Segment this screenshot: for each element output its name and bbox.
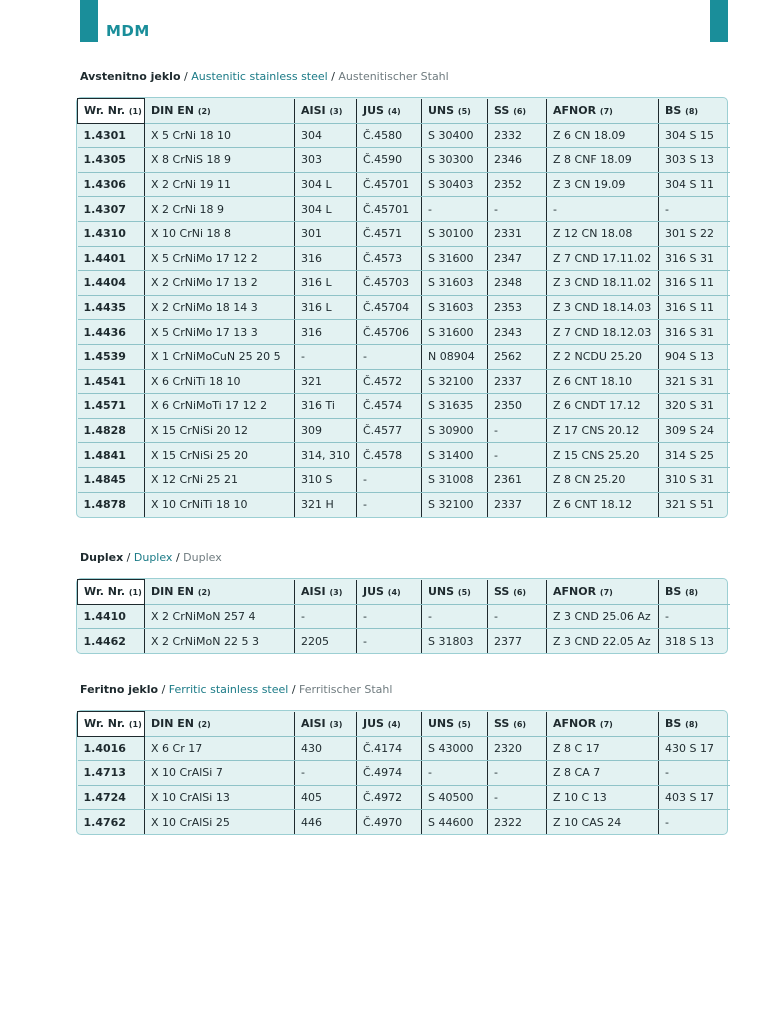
cell-afnor: Z 6 CNDT 17.12 <box>547 394 659 419</box>
table-row <box>78 785 730 810</box>
cell-bs: 321 S 51 <box>659 492 730 517</box>
cell-bs: - <box>659 197 730 222</box>
cell-din-en: X 6 CrNiMoTi 17 12 2 <box>145 394 295 419</box>
cell-wr-nr: 1.4410 <box>78 604 145 629</box>
cell-afnor: Z 8 CN 25.20 <box>547 467 659 492</box>
section-title-german: Duplex <box>183 551 222 564</box>
cell-wr-nr: 1.4762 <box>83 815 126 829</box>
column-label: DIN EN <box>151 585 194 599</box>
column-label: UNS <box>428 585 455 599</box>
header-row <box>78 712 730 737</box>
cell-uns: - <box>422 604 488 629</box>
cell-bs: 320 S 31 <box>659 394 730 419</box>
cell-aisi: 304 L <box>295 172 357 197</box>
cell-afnor: Z 3 CND 18.14.03 <box>547 295 659 320</box>
cell-jus: Č.45704 <box>357 295 422 320</box>
cell-aisi: 2205 <box>295 629 357 654</box>
cell-ss: 2332 <box>488 123 547 148</box>
header-row <box>78 99 730 124</box>
column-header-ss <box>488 712 547 737</box>
cell-jus: Č.4580 <box>357 123 422 148</box>
table-row <box>78 443 730 468</box>
table-row <box>78 221 730 246</box>
cell-aisi: 301 <box>295 221 357 246</box>
column-header-din-en <box>145 99 295 124</box>
column-footnote-ref: (6) <box>513 107 527 117</box>
section-title-slovene: Avstenitno jeklo <box>80 70 181 83</box>
cell-din-en: X 15 CrNiSi 20 12 <box>145 418 295 443</box>
table-duplex <box>76 578 728 654</box>
cell-bs: - <box>659 604 730 629</box>
cell-afnor: Z 3 CND 18.11.02 <box>547 271 659 296</box>
cell-uns: S 31603 <box>422 295 488 320</box>
column-header-aisi <box>295 712 357 737</box>
cell-ss: - <box>488 761 547 786</box>
column-label: UNS <box>428 717 455 731</box>
cell-aisi: 316 <box>295 246 357 271</box>
cell-bs: 316 S 11 <box>659 271 730 296</box>
cell-afnor: Z 8 CNF 18.09 <box>547 148 659 173</box>
header-row <box>78 580 730 605</box>
cell-din-en: X 5 CrNiMo 17 13 3 <box>145 320 295 345</box>
column-footnote-ref: (4) <box>387 720 401 730</box>
column-header-bs <box>659 99 730 124</box>
cell-aisi: 316 Ti <box>295 394 357 419</box>
cell-bs: - <box>659 761 730 786</box>
cell-jus: Č.4577 <box>357 418 422 443</box>
cell-ss: 2361 <box>488 467 547 492</box>
cell-afnor: Z 17 CNS 20.12 <box>547 418 659 443</box>
cell-ss: 2347 <box>488 246 547 271</box>
cell-afnor: Z 3 CND 22.05 Az <box>547 629 659 654</box>
cell-bs: 904 S 13 <box>659 344 730 369</box>
cell-jus: - <box>357 492 422 517</box>
column-header-bs <box>659 580 730 605</box>
cell-afnor: Z 3 CN 19.09 <box>547 172 659 197</box>
cell-afnor: Z 10 C 13 <box>547 785 659 810</box>
cell-aisi: 310 S <box>295 467 357 492</box>
section-title-english: Ferritic stainless steel <box>168 683 289 696</box>
table-row <box>78 197 730 222</box>
cell-aisi: 304 L <box>295 197 357 222</box>
column-label: JUS <box>363 717 384 731</box>
cell-bs: 430 S 17 <box>659 736 730 761</box>
column-footnote-ref: (4) <box>387 588 401 598</box>
column-header-jus <box>357 712 422 737</box>
cell-uns: S 40500 <box>422 785 488 810</box>
cell-aisi: 316 L <box>295 295 357 320</box>
cell-wr-nr: 1.4539 <box>78 344 145 369</box>
column-footnote-ref: (1) <box>128 107 142 117</box>
cell-afnor: Z 3 CND 25.06 Az <box>547 604 659 629</box>
cell-uns: S 30100 <box>422 221 488 246</box>
column-footnote-ref: (8) <box>685 720 699 730</box>
cell-wr-nr: 1.4401 <box>78 246 145 271</box>
section-title-duplex: Duplex / Duplex / Duplex <box>80 551 222 564</box>
table-austenitic <box>76 97 728 518</box>
cell-jus: Č.4571 <box>357 221 422 246</box>
cell-ss: 2377 <box>488 629 547 654</box>
cell-ss: 2348 <box>488 271 547 296</box>
cell-uns: - <box>422 197 488 222</box>
column-label: AFNOR <box>553 717 597 731</box>
cell-uns: S 31635 <box>422 394 488 419</box>
section-title-austenitic: Avstenitno jeklo / Austenitic stainless steel / Austenitischer Stahl <box>80 70 449 83</box>
column-footnote-ref: (3) <box>329 588 343 598</box>
cell-uns: S 31400 <box>422 443 488 468</box>
cell-din-en: X 6 CrNiTi 18 10 <box>145 369 295 394</box>
cell-wr-nr: 1.4435 <box>78 295 145 320</box>
column-label: JUS <box>363 585 384 599</box>
column-header-wr-nr <box>78 580 145 605</box>
cell-jus: - <box>357 604 422 629</box>
column-label: DIN EN <box>151 104 194 118</box>
cell-uns: S 32100 <box>422 369 488 394</box>
column-footnote-ref: (8) <box>685 107 699 117</box>
column-header-aisi <box>295 580 357 605</box>
cell-ss: 2562 <box>488 344 547 369</box>
column-label: DIN EN <box>151 717 194 731</box>
cell-aisi: - <box>295 344 357 369</box>
column-label: AFNOR <box>553 585 597 599</box>
column-label: Wr. Nr. <box>84 717 126 731</box>
column-label: AISI <box>301 104 326 118</box>
cell-uns: - <box>422 761 488 786</box>
column-footnote-ref: (2) <box>197 720 211 730</box>
cell-din-en: X 10 CrNi 18 8 <box>145 221 295 246</box>
table-row <box>78 172 730 197</box>
cell-wr-nr: 1.4436 <box>78 320 145 345</box>
cell-bs: 321 S 31 <box>659 369 730 394</box>
column-header-jus <box>357 99 422 124</box>
cell-din-en: X 10 CrAlSi 7 <box>145 761 295 786</box>
column-footnote-ref: (5) <box>457 107 471 117</box>
cell-ss: 2322 <box>488 810 547 835</box>
section-title-english: Duplex <box>133 551 173 564</box>
cell-afnor: - <box>547 197 659 222</box>
column-footnote-ref: (5) <box>457 720 471 730</box>
cell-aisi: 314, 310 <box>295 443 357 468</box>
cell-din-en: X 12 CrNi 25 21 <box>145 467 295 492</box>
cell-din-en: X 5 CrNiMo 17 12 2 <box>145 246 295 271</box>
cell-jus: Č.45706 <box>357 320 422 345</box>
column-label: UNS <box>428 104 455 118</box>
cell-din-en: X 1 CrNiMoCuN 25 20 5 <box>145 344 295 369</box>
cell-aisi: 446 <box>295 810 357 835</box>
cell-aisi: 309 <box>295 418 357 443</box>
column-footnote-ref: (1) <box>128 588 142 598</box>
column-header-uns <box>422 712 488 737</box>
cell-ss: - <box>488 785 547 810</box>
table-row <box>78 604 730 629</box>
cell-din-en: X 2 CrNiMoN 22 5 3 <box>145 629 295 654</box>
column-footnote-ref: (3) <box>329 720 343 730</box>
cell-bs: 304 S 15 <box>659 123 730 148</box>
cell-bs: 301 S 22 <box>659 221 730 246</box>
cell-jus: Č.4974 <box>357 761 422 786</box>
column-footnote-ref: (2) <box>197 588 211 598</box>
cell-aisi: 405 <box>295 785 357 810</box>
section-title-german: Austenitischer Stahl <box>338 70 449 83</box>
column-label: BS <box>665 717 682 731</box>
cell-ss: - <box>488 604 547 629</box>
cell-ss: 2337 <box>488 492 547 517</box>
cell-ss: - <box>488 197 547 222</box>
cell-din-en: X 2 CrNiMo 17 13 2 <box>145 271 295 296</box>
cell-uns: S 30403 <box>422 172 488 197</box>
cell-jus: - <box>357 344 422 369</box>
column-header-wr-nr <box>78 712 145 737</box>
cell-bs: 316 S 11 <box>659 295 730 320</box>
cell-afnor: Z 6 CNT 18.10 <box>547 369 659 394</box>
column-header-afnor <box>547 99 659 124</box>
cell-uns: S 31008 <box>422 467 488 492</box>
column-label: BS <box>665 104 682 118</box>
table-row <box>78 492 730 517</box>
cell-wr-nr: 1.4462 <box>83 634 126 648</box>
cell-jus: Č.4590 <box>357 148 422 173</box>
cell-uns: N 08904 <box>422 344 488 369</box>
cell-wr-nr: 1.4724 <box>78 785 145 810</box>
table-row <box>78 394 730 419</box>
cell-afnor: Z 8 CA 7 <box>547 761 659 786</box>
cell-uns: S 31603 <box>422 271 488 296</box>
cell-aisi: 430 <box>295 736 357 761</box>
cell-bs: 309 S 24 <box>659 418 730 443</box>
cell-ss: 2320 <box>488 736 547 761</box>
brand-bar-right <box>710 0 728 42</box>
cell-jus: Č.45703 <box>357 271 422 296</box>
cell-wr-nr: 1.4301 <box>78 123 145 148</box>
cell-uns: S 32100 <box>422 492 488 517</box>
column-header-uns <box>422 99 488 124</box>
cell-din-en: X 2 CrNiMoN 257 4 <box>145 604 295 629</box>
table-row <box>78 629 730 654</box>
company-logo: MDM <box>106 22 150 40</box>
column-footnote-ref: (1) <box>128 720 142 730</box>
cell-ss: - <box>488 443 547 468</box>
cell-uns: S 31803 <box>422 629 488 654</box>
cell-wr-nr: 1.4305 <box>78 148 145 173</box>
cell-bs: 303 S 13 <box>659 148 730 173</box>
cell-uns: S 30300 <box>422 148 488 173</box>
column-header-jus <box>357 580 422 605</box>
column-footnote-ref: (3) <box>329 107 343 117</box>
cell-bs: 316 S 31 <box>659 320 730 345</box>
cell-wr-nr: 1.4404 <box>78 271 145 296</box>
cell-afnor: Z 12 CN 18.08 <box>547 221 659 246</box>
column-footnote-ref: (7) <box>599 107 613 117</box>
cell-uns: S 43000 <box>422 736 488 761</box>
cell-ss: 2350 <box>488 394 547 419</box>
cell-din-en: X 2 CrNi 19 11 <box>145 172 295 197</box>
cell-din-en: X 10 CrAlSi 25 <box>145 810 295 835</box>
column-footnote-ref: (6) <box>513 720 527 730</box>
column-header-aisi <box>295 99 357 124</box>
cell-aisi: - <box>295 761 357 786</box>
column-footnote-ref: (8) <box>685 588 699 598</box>
cell-jus: Č.4573 <box>357 246 422 271</box>
column-footnote-ref: (7) <box>599 588 613 598</box>
cell-uns: S 30400 <box>422 123 488 148</box>
column-header-uns <box>422 580 488 605</box>
cell-jus: Č.4578 <box>357 443 422 468</box>
table-ferritic <box>76 710 728 835</box>
column-footnote-ref: (6) <box>513 588 527 598</box>
column-label: AFNOR <box>553 104 597 118</box>
cell-ss: 2352 <box>488 172 547 197</box>
column-header-din-en <box>145 712 295 737</box>
cell-jus: Č.45701 <box>357 172 422 197</box>
cell-din-en: X 6 Cr 17 <box>145 736 295 761</box>
cell-wr-nr: 1.4306 <box>78 172 145 197</box>
cell-wr-nr: 1.4307 <box>78 197 145 222</box>
cell-aisi: 321 <box>295 369 357 394</box>
cell-aisi: 321 H <box>295 492 357 517</box>
column-header-bs <box>659 712 730 737</box>
cell-afnor: Z 8 C 17 <box>547 736 659 761</box>
column-label: SS <box>494 104 510 118</box>
cell-din-en: X 8 CrNiS 18 9 <box>145 148 295 173</box>
cell-aisi: 303 <box>295 148 357 173</box>
table-row <box>78 295 730 320</box>
brand-bar-left <box>80 0 98 42</box>
cell-wr-nr: 1.4713 <box>78 761 145 786</box>
cell-afnor: Z 6 CN 18.09 <box>547 123 659 148</box>
cell-ss: 2346 <box>488 148 547 173</box>
section-title-slovene: Feritno jeklo <box>80 683 159 696</box>
cell-uns: S 44600 <box>422 810 488 835</box>
cell-jus: Č.45701 <box>357 197 422 222</box>
column-label: SS <box>494 717 510 731</box>
column-header-wr-nr <box>78 99 145 124</box>
column-footnote-ref: (4) <box>387 107 401 117</box>
column-label: SS <box>494 585 510 599</box>
cell-bs: 310 S 31 <box>659 467 730 492</box>
cell-wr-nr: 1.4016 <box>78 736 145 761</box>
cell-wr-nr: 1.4310 <box>78 221 145 246</box>
cell-uns: S 31600 <box>422 320 488 345</box>
cell-aisi: 304 <box>295 123 357 148</box>
cell-ss: 2353 <box>488 295 547 320</box>
column-label: AISI <box>301 585 326 599</box>
cell-din-en: X 10 CrNiTi 18 10 <box>145 492 295 517</box>
table-row <box>78 320 730 345</box>
table-row <box>78 810 730 835</box>
column-label: JUS <box>363 104 384 118</box>
cell-ss: 2331 <box>488 221 547 246</box>
cell-afnor: Z 6 CNT 18.12 <box>547 492 659 517</box>
column-label: AISI <box>301 717 326 731</box>
cell-din-en: X 2 CrNiMo 18 14 3 <box>145 295 295 320</box>
cell-jus: - <box>357 467 422 492</box>
column-header-ss <box>488 99 547 124</box>
cell-wr-nr: 1.4828 <box>78 418 145 443</box>
cell-uns: S 30900 <box>422 418 488 443</box>
column-header-afnor <box>547 712 659 737</box>
cell-wr-nr: 1.4878 <box>83 498 126 512</box>
cell-afnor: Z 2 NCDU 25.20 <box>547 344 659 369</box>
cell-jus: - <box>357 629 422 654</box>
cell-jus: Č.4972 <box>357 785 422 810</box>
section-title-ferritic: Feritno jeklo / Ferritic stainless steel / Ferritischer Stahl <box>80 683 393 696</box>
cell-uns: S 31600 <box>422 246 488 271</box>
cell-wr-nr: 1.4841 <box>78 443 145 468</box>
cell-jus: Č.4970 <box>357 810 422 835</box>
column-footnote-ref: (7) <box>599 720 613 730</box>
cell-ss: - <box>488 418 547 443</box>
cell-din-en: X 2 CrNi 18 9 <box>145 197 295 222</box>
cell-bs: - <box>659 810 730 835</box>
column-header-din-en <box>145 580 295 605</box>
table-row <box>78 761 730 786</box>
cell-bs: 403 S 17 <box>659 785 730 810</box>
cell-bs: 316 S 31 <box>659 246 730 271</box>
cell-bs: 304 S 11 <box>659 172 730 197</box>
cell-afnor: Z 10 CAS 24 <box>547 810 659 835</box>
column-label: BS <box>665 585 682 599</box>
cell-din-en: X 5 CrNi 18 10 <box>145 123 295 148</box>
section-title-english: Austenitic stainless steel <box>191 70 328 83</box>
cell-aisi: 316 <box>295 320 357 345</box>
table-row <box>78 271 730 296</box>
table-row <box>78 123 730 148</box>
table-row <box>78 736 730 761</box>
section-title-german: Ferritischer Stahl <box>299 683 393 696</box>
table-row <box>78 148 730 173</box>
cell-jus: Č.4574 <box>357 394 422 419</box>
cell-afnor: Z 7 CND 17.11.02 <box>547 246 659 271</box>
cell-aisi: - <box>295 604 357 629</box>
cell-aisi: 316 L <box>295 271 357 296</box>
cell-ss: 2343 <box>488 320 547 345</box>
cell-wr-nr: 1.4571 <box>78 394 145 419</box>
table-row <box>78 344 730 369</box>
cell-din-en: X 15 CrNiSi 25 20 <box>145 443 295 468</box>
cell-wr-nr: 1.4541 <box>78 369 145 394</box>
cell-afnor: Z 15 CNS 25.20 <box>547 443 659 468</box>
table-row <box>78 418 730 443</box>
cell-bs: 314 S 25 <box>659 443 730 468</box>
cell-afnor: Z 7 CND 18.12.03 <box>547 320 659 345</box>
column-footnote-ref: (2) <box>197 107 211 117</box>
column-footnote-ref: (5) <box>457 588 471 598</box>
table-row <box>78 369 730 394</box>
column-header-ss <box>488 580 547 605</box>
table-row <box>78 246 730 271</box>
column-label: Wr. Nr. <box>84 104 126 118</box>
cell-ss: 2337 <box>488 369 547 394</box>
cell-bs: 318 S 13 <box>659 629 730 654</box>
cell-jus: Č.4572 <box>357 369 422 394</box>
column-label: Wr. Nr. <box>84 585 126 599</box>
column-header-afnor <box>547 580 659 605</box>
section-title-slovene: Duplex <box>80 551 124 564</box>
cell-din-en: X 10 CrAlSi 13 <box>145 785 295 810</box>
cell-wr-nr: 1.4845 <box>78 467 145 492</box>
table-row <box>78 467 730 492</box>
cell-jus: Č.4174 <box>357 736 422 761</box>
